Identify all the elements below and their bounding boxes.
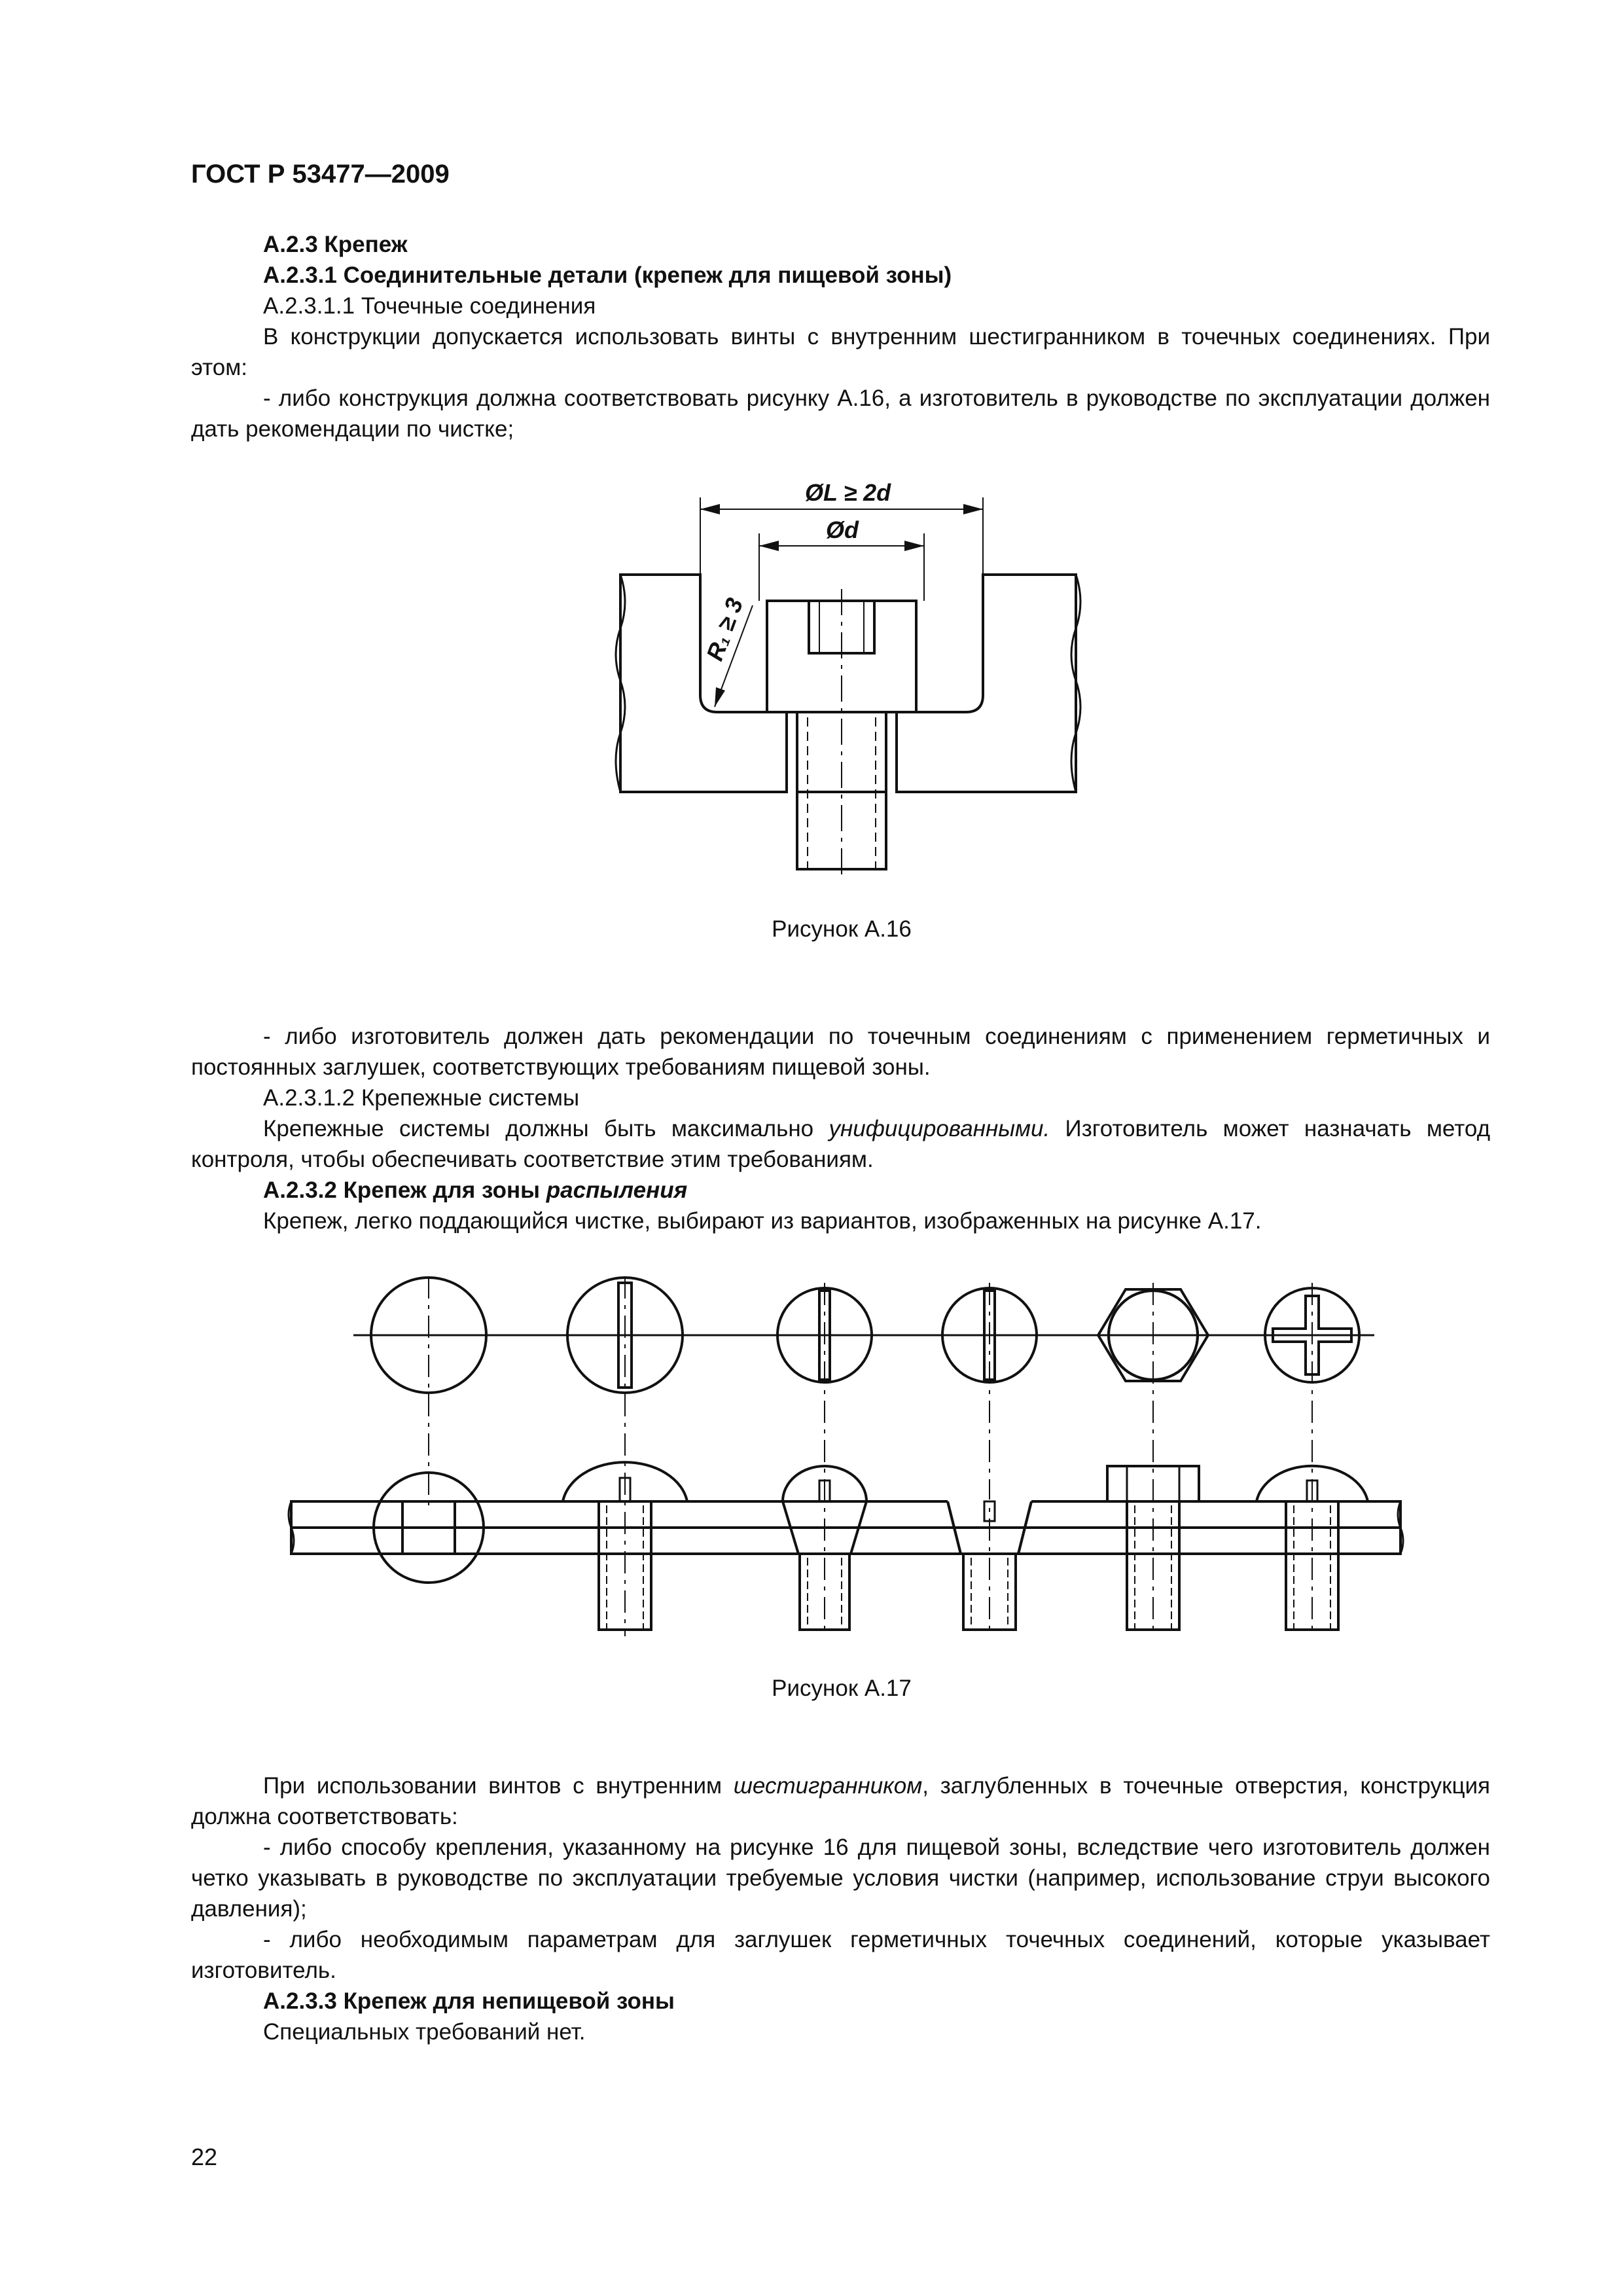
paragraph-5: Крепеж, легко поддающийся чистке, выбирают из вариантов, изображенных на рисунке А.17. xyxy=(263,1208,1262,1234)
paragraph-6: При использовании винтов с внутренним шестигранником, заглубленных в точечные отверстия, конструкция должна соответствовать: xyxy=(191,1773,1490,1829)
document-header: ГОСТ Р 53477—2009 xyxy=(191,160,450,188)
heading-a23: А.2.3 Крепеж xyxy=(263,232,408,257)
heading-a233: А.2.3.3 Крепеж для непищевой зоны xyxy=(263,1988,675,2014)
dim-R-label: R₁ ≥ 3 xyxy=(700,594,749,664)
paragraph-8: - либо необходимым параметрам для заглушек герметичных точечных соединений, которые указывает изготовитель. xyxy=(191,1927,1490,1983)
section-view-fasteners xyxy=(374,1462,1368,1630)
paragraph-3: - либо изготовитель должен дать рекомендации по точечным соединениям с применением герметичных и постоянных заглушек, соответствующих требованиям пищевой зоны. xyxy=(191,1024,1490,1080)
heading-a2311: А.2.3.1.1 Точечные соединения xyxy=(263,293,596,319)
paragraph-2: - либо конструкция должна соответствовать рисунку А.16, а изготовитель в руководстве по эксплуатации должен дать рекомендации по чистке; xyxy=(191,386,1490,442)
section-bottom-text xyxy=(191,1770,1490,2047)
dim-L-label: ØL ≥ 2d xyxy=(805,479,891,506)
dim-d-label: Ød xyxy=(826,516,859,543)
figure-a16-caption: Рисунок А.16 xyxy=(772,916,912,942)
paragraph-9: Специальных требований нет. xyxy=(263,2019,586,2045)
paragraph-1: В конструкции допускается использовать винты с внутренним шестигранником в точечных соединениях. При этом: xyxy=(191,324,1490,380)
figure-a17-caption: Рисунок А.17 xyxy=(772,1676,912,1701)
paragraph-4: Крепежные системы должны быть максимально унифицированными. Изготовитель может назначать метод контроля, чтобы обеспечивать соответствие этим требованиям. xyxy=(191,1116,1490,1172)
page-number: 22 xyxy=(191,2144,218,2170)
heading-a2312: А.2.3.1.2 Крепежные системы xyxy=(263,1085,580,1111)
paragraph-7: - либо способу крепления, указанному на рисунке 16 для пищевой зоны, вследствие чего изготовитель должен четко указывать в руководстве по эксплуатации требуемые условия чистки (например, использование струи высокого давления); xyxy=(191,1835,1490,1922)
heading-a232: А.2.3.2 Крепеж для зоны распыления xyxy=(263,1177,688,1203)
heading-a231: А.2.3.1 Соединительные детали (крепеж для пищевой зоны) xyxy=(263,262,952,288)
